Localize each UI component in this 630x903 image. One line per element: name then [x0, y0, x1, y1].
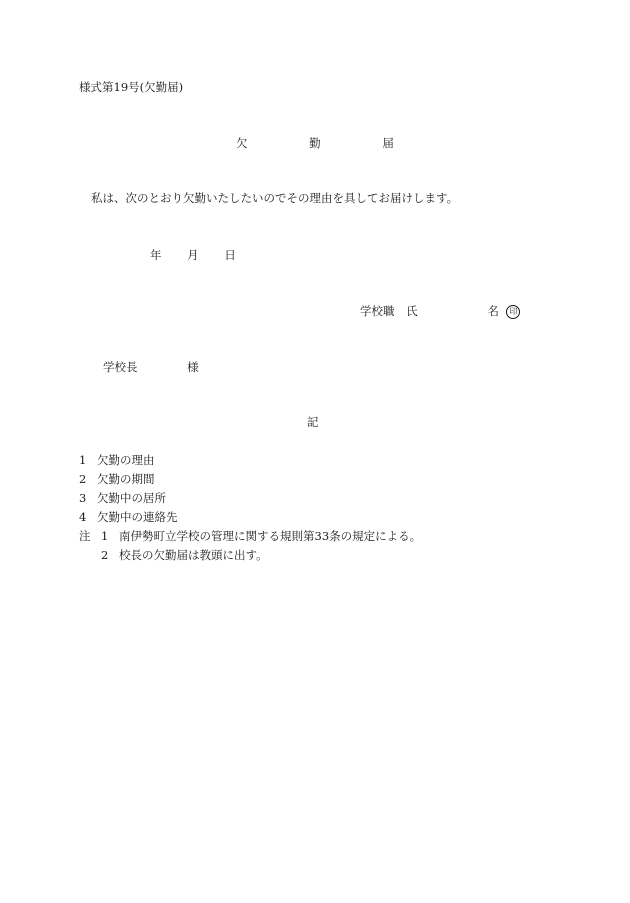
item-number: 2: [79, 472, 87, 486]
item-number: 3: [79, 491, 87, 505]
addressee-label: 学校長: [103, 360, 138, 374]
note-line: [79, 531, 421, 543]
title-char-3: 届: [382, 136, 394, 150]
list-item: [79, 493, 166, 505]
document-title: [236, 138, 394, 150]
date-month: 月: [187, 248, 199, 262]
note-text: 校長の欠勤届は教頭に出す。: [119, 548, 268, 562]
item-text: 欠勤の理由: [97, 453, 155, 467]
item-number: 1: [79, 453, 87, 467]
statement: 私は、次のとおり欠勤いたしたいのでその理由を具してお届けします。: [91, 191, 459, 205]
list-item: [79, 455, 155, 467]
applicant-name-label-2: 名: [487, 304, 499, 318]
title-char-2: 勤: [309, 136, 321, 150]
date-day: 日: [224, 248, 236, 262]
item-number: 4: [79, 510, 87, 524]
list-item: [79, 512, 178, 524]
note-line: [101, 550, 268, 562]
applicant-name-label-1: 氏: [406, 304, 418, 318]
item-text: 欠勤中の居所: [97, 491, 166, 505]
note-text: 南伊勢町立学校の管理に関する規則第33条の規定による。: [119, 529, 422, 543]
note-label: 注: [79, 529, 91, 543]
applicant-position-label: 学校職: [360, 304, 395, 318]
list-item: [79, 474, 155, 486]
date-line: [150, 250, 236, 262]
applicant-line: [360, 305, 520, 319]
item-text: 欠勤中の連絡先: [97, 510, 178, 524]
date-year: 年: [150, 248, 162, 262]
title-char-1: 欠: [236, 136, 248, 150]
item-text: 欠勤の期間: [97, 472, 155, 486]
form-number: 様式第19号(欠勤届): [79, 80, 184, 94]
addressee-line: [103, 362, 199, 374]
seal-icon: 印: [506, 305, 520, 319]
note-number: 1: [101, 529, 109, 543]
record-heading: 記: [307, 415, 319, 429]
addressee-honorific: 様: [187, 360, 199, 374]
note-number: 2: [101, 548, 109, 562]
